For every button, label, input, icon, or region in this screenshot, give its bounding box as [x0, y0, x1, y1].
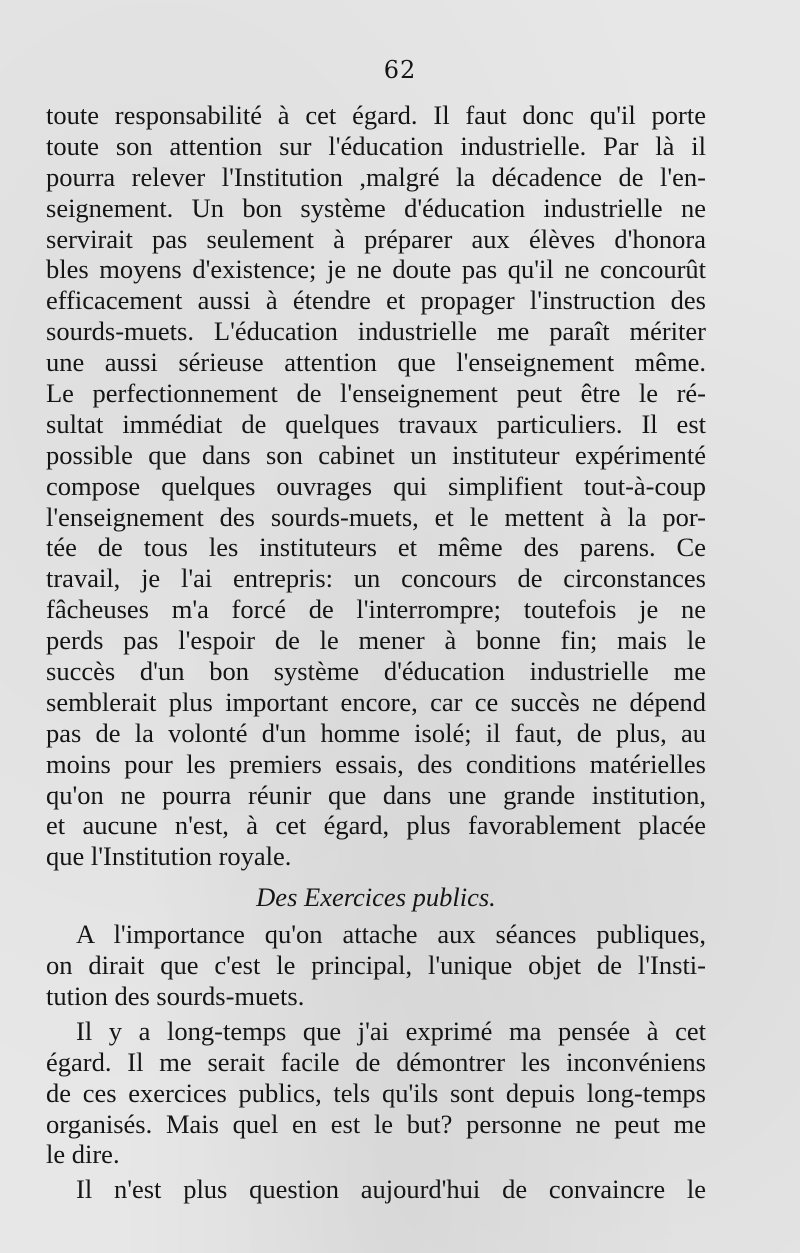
text-line: A l'importance qu'on attache aux séances publiques,	[76, 919, 706, 950]
text-line: Le perfectionnement de l'enseignement peut être le ré-	[46, 378, 706, 409]
text-line: toute son attention sur l'éducation industrielle. Par là il	[46, 130, 706, 161]
text-line: possible que dans son cabinet un instituteur expérimenté	[46, 439, 706, 470]
page-number: 62	[383, 56, 417, 84]
text-line: servirait pas seulement à préparer aux élèves d'honora	[46, 223, 706, 254]
text-line: fâcheuses m'a forcé de l'interrompre; toutefois je ne	[46, 594, 706, 625]
text-line: pourra relever l'Institution ,malgré la décadence de l'en-	[46, 161, 706, 192]
text-line: toute responsabilité à cet égard. Il faut donc qu'il porte	[46, 100, 706, 130]
text-line: que l'Institution royale.	[46, 841, 292, 872]
text-line: moins pour les premiers essais, des conditions matérielles	[46, 748, 706, 779]
text-line: tée de tous les instituteurs et même des parens. Ce	[46, 532, 706, 563]
text-line: semblerait plus important encore, car ce succès ne dépend	[46, 686, 706, 717]
text-line: travail, je l'ai entrepris: un concours de circonstances	[46, 563, 706, 594]
paragraph-3	[46, 1016, 706, 1170]
text-line: Il y a long-temps que j'ai exprimé ma pensée à cet	[76, 1015, 706, 1046]
text-line: seignement. Un bon système d'éducation industrielle ne	[46, 192, 706, 223]
section-heading: Des Exercices publics.	[256, 882, 496, 913]
text-line: sourds-muets. L'éducation industrielle me paraît mériter	[46, 316, 706, 347]
text-line: pas de la volonté d'un homme isolé; il faut, de plus, au	[46, 717, 706, 748]
text-line: tution des sourds-muets.	[46, 980, 305, 1011]
text-line: égard. Il me serait facile de démontrer les inconvéniens	[46, 1046, 706, 1077]
text-line: perds pas l'espoir de le mener à bonne fin; mais le	[46, 625, 706, 656]
text-line: et aucune n'est, à cet égard, plus favorablement placée	[46, 810, 706, 841]
paragraph-1	[46, 100, 706, 872]
paragraph-4	[46, 1174, 706, 1205]
text-line: compose quelques ouvrages qui simplifient tout-à-coup	[46, 470, 706, 501]
text-line: qu'on ne pourra réunir que dans une grande institution,	[46, 779, 706, 810]
text-line: bles moyens d'existence; je ne doute pas qu'il ne concourût	[46, 254, 706, 285]
text-line: une aussi sérieuse attention que l'enseignement même.	[46, 347, 706, 378]
text-line: l'enseignement des sourds-muets, et le mettent à la por-	[46, 501, 706, 532]
paragraph-2	[46, 919, 706, 1012]
text-line: efficacement aussi à étendre et propager l'instruction des	[46, 285, 706, 316]
text-line: Il n'est plus question aujourd'hui de convaincre le	[76, 1174, 706, 1205]
body-text	[46, 100, 706, 1205]
text-line: de ces exercices publics, tels qu'ils sont depuis long-temps	[46, 1077, 706, 1108]
text-line: organisés. Mais quel en est le but? personne ne peut me	[46, 1108, 706, 1139]
text-line: on dirait que c'est le principal, l'unique objet de l'Insti-	[46, 950, 706, 981]
text-line: le dire.	[46, 1139, 120, 1170]
text-line: sultat immédiat de quelques travaux particuliers. Il est	[46, 408, 706, 439]
text-line: succès d'un bon système d'éducation industrielle me	[46, 656, 706, 687]
